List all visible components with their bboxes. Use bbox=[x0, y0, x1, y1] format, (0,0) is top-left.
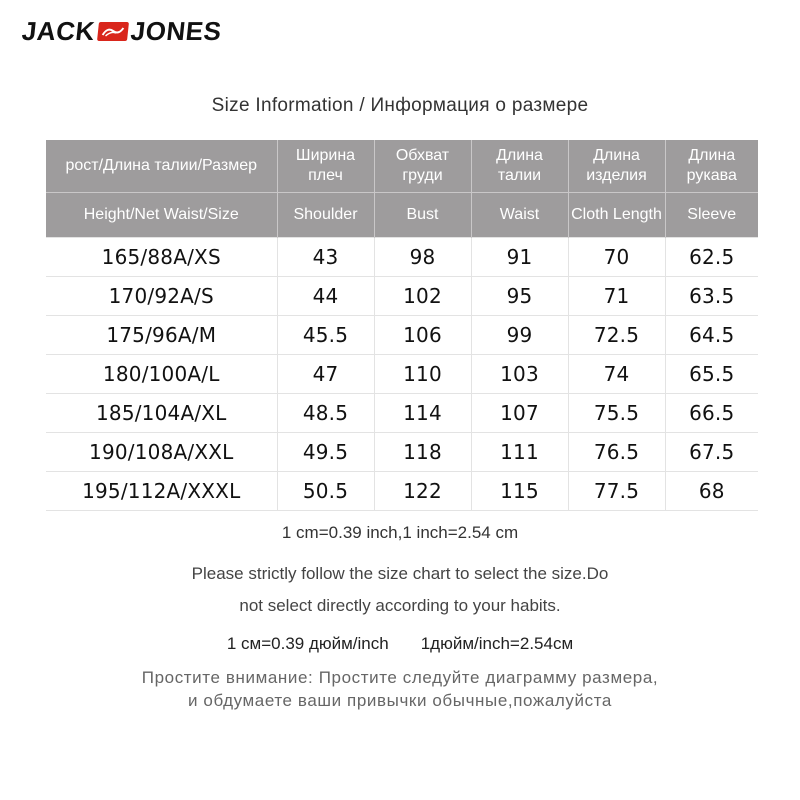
table-row bbox=[46, 238, 758, 277]
header-cell: Bust bbox=[374, 193, 471, 238]
header-cell: Cloth Length bbox=[568, 193, 665, 238]
length-cell: 72.5 bbox=[568, 316, 665, 355]
length-cell: 75.5 bbox=[568, 394, 665, 433]
waist-cell: 107 bbox=[471, 394, 568, 433]
brand-name-right: JONES bbox=[129, 16, 224, 46]
table-row bbox=[46, 433, 758, 472]
table-row bbox=[46, 316, 758, 355]
sleeve-cell: 65.5 bbox=[665, 355, 758, 394]
shoulder-cell: 49.5 bbox=[277, 433, 374, 472]
sleeve-cell: 63.5 bbox=[665, 277, 758, 316]
bust-cell: 122 bbox=[374, 472, 471, 511]
conversion-ru-inch: 1дюйм/inch=2.54см bbox=[420, 634, 574, 653]
sleeve-cell: 66.5 bbox=[665, 394, 758, 433]
size-cell: 180/100A/L bbox=[46, 355, 277, 394]
page-title: Size Information / Информация о размере bbox=[211, 95, 589, 116]
header-cell: Длина талии bbox=[471, 140, 568, 193]
waist-cell: 91 bbox=[471, 238, 568, 277]
shoulder-cell: 43 bbox=[277, 238, 374, 277]
brand-flag-icon bbox=[97, 22, 129, 41]
shoulder-cell: 44 bbox=[277, 277, 374, 316]
shoulder-cell: 45.5 bbox=[277, 316, 374, 355]
advice-en-line1: Please strictly follow the size chart to select the size.Do bbox=[191, 564, 609, 583]
header-cell: Height/Net Waist/Size bbox=[46, 193, 277, 238]
header-row-russian bbox=[46, 140, 758, 193]
waist-cell: 99 bbox=[471, 316, 568, 355]
bust-cell: 98 bbox=[374, 238, 471, 277]
waist-cell: 111 bbox=[471, 433, 568, 472]
brand-logo bbox=[20, 16, 223, 47]
size-cell: 185/104A/XL bbox=[46, 394, 277, 433]
waist-cell: 95 bbox=[471, 277, 568, 316]
header-cell: Shoulder bbox=[277, 193, 374, 238]
size-cell: 195/112A/XXXL bbox=[46, 472, 277, 511]
shoulder-cell: 48.5 bbox=[277, 394, 374, 433]
sleeve-cell: 67.5 bbox=[665, 433, 758, 472]
size-cell: 170/92A/S bbox=[46, 277, 277, 316]
bust-cell: 102 bbox=[374, 277, 471, 316]
shoulder-cell: 47 bbox=[277, 355, 374, 394]
bust-cell: 114 bbox=[374, 394, 471, 433]
length-cell: 74 bbox=[568, 355, 665, 394]
conversion-ru-cm: 1 см=0.39 дюйм/inch bbox=[226, 634, 389, 653]
header-cell: Sleeve bbox=[665, 193, 758, 238]
header-cell: Ширина плеч bbox=[277, 140, 374, 193]
advice-en-line2: not select directly according to your habits. bbox=[239, 596, 561, 615]
header-cell: Длина рукава bbox=[665, 140, 758, 193]
sleeve-cell: 62.5 bbox=[665, 238, 758, 277]
size-cell: 175/96A/M bbox=[46, 316, 277, 355]
shoulder-cell: 50.5 bbox=[277, 472, 374, 511]
length-cell: 76.5 bbox=[568, 433, 665, 472]
size-cell: 190/108A/XXL bbox=[46, 433, 277, 472]
bust-cell: 110 bbox=[374, 355, 471, 394]
table-row bbox=[46, 355, 758, 394]
bust-cell: 106 bbox=[374, 316, 471, 355]
advice-ru-line2: и обдумаете ваши привычки обычные,пожалуйста bbox=[188, 691, 612, 710]
waist-cell: 103 bbox=[471, 355, 568, 394]
table-row bbox=[46, 472, 758, 511]
table-row bbox=[46, 277, 758, 316]
table-row bbox=[46, 394, 758, 433]
header-row-english bbox=[46, 193, 758, 238]
header-cell: рост/Длина талии/Размер bbox=[46, 140, 277, 193]
sleeve-cell: 68 bbox=[665, 472, 758, 511]
bust-cell: 118 bbox=[374, 433, 471, 472]
advice-ru-line1: Простите внимание: Простите следуйте диаграмму размера, bbox=[141, 668, 659, 687]
header-cell: Waist bbox=[471, 193, 568, 238]
sleeve-cell: 64.5 bbox=[665, 316, 758, 355]
brand-name-left: JACK bbox=[20, 16, 97, 46]
header-cell: Длина изделия bbox=[568, 140, 665, 193]
conversion-note-en: 1 cm=0.39 inch,1 inch=2.54 cm bbox=[281, 523, 519, 542]
length-cell: 77.5 bbox=[568, 472, 665, 511]
size-table bbox=[46, 140, 758, 511]
length-cell: 71 bbox=[568, 277, 665, 316]
conversion-note-ru bbox=[0, 634, 800, 654]
length-cell: 70 bbox=[568, 238, 665, 277]
size-cell: 165/88A/XS bbox=[46, 238, 277, 277]
header-cell: Обхват груди bbox=[374, 140, 471, 193]
waist-cell: 115 bbox=[471, 472, 568, 511]
